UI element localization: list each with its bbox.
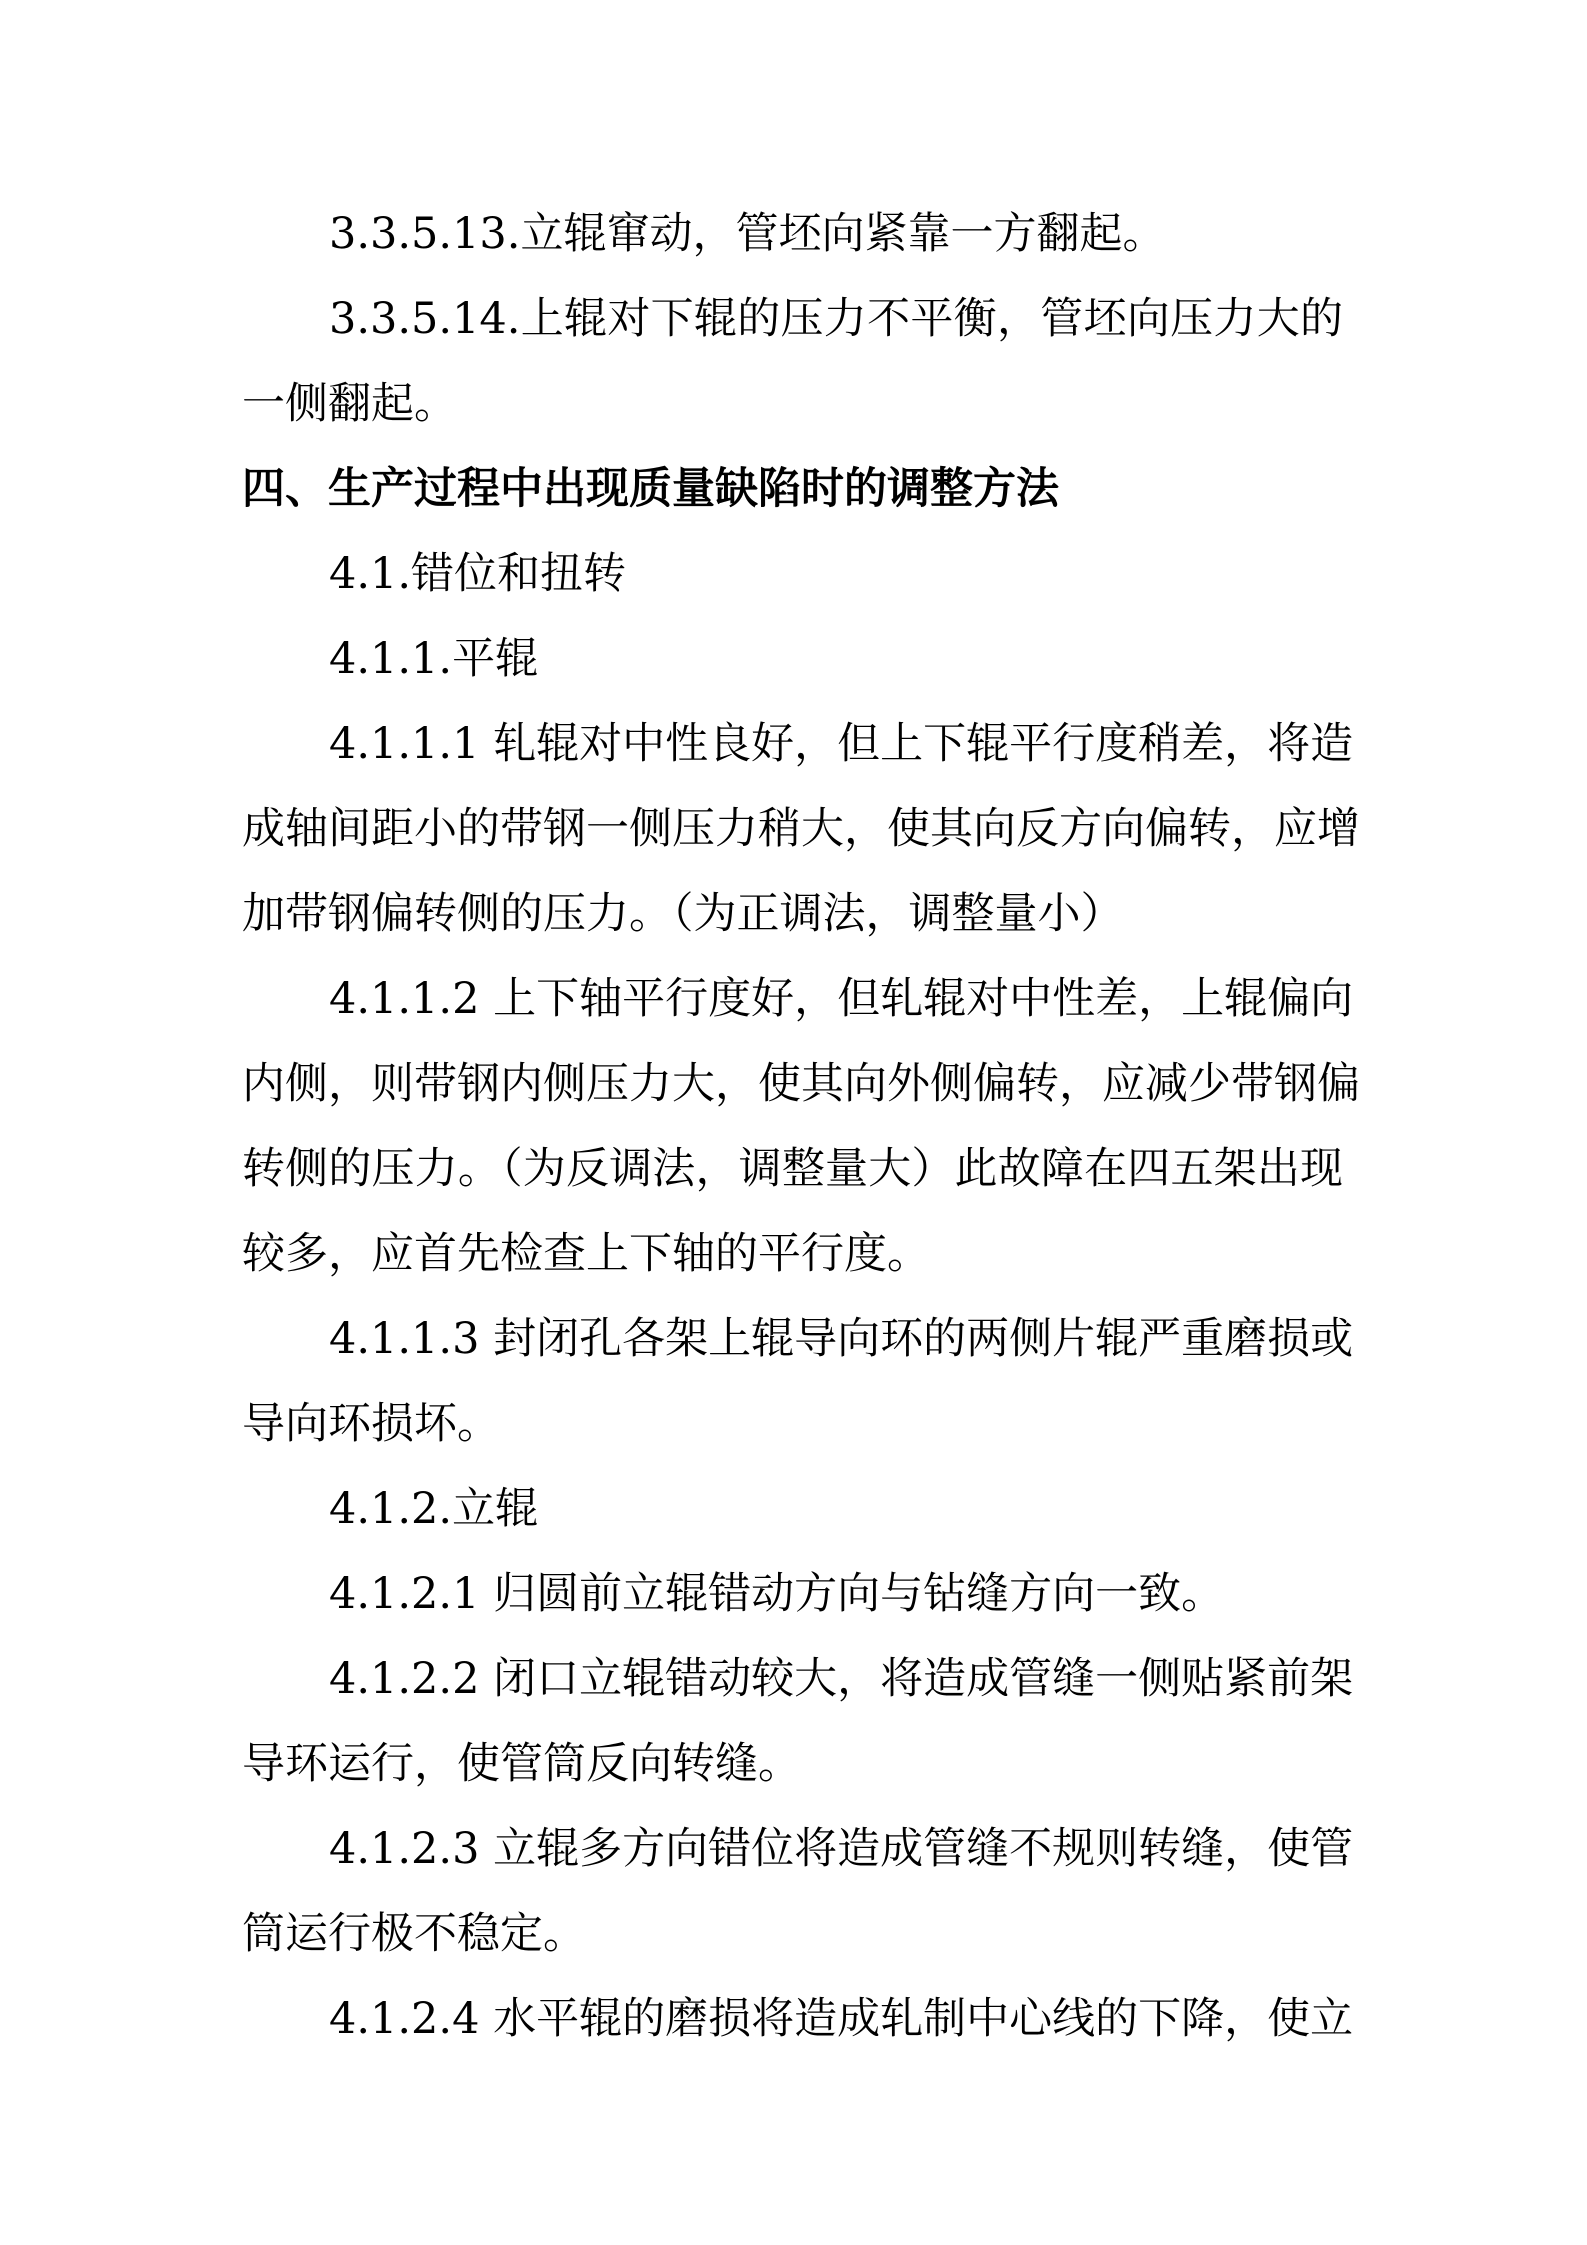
- text-line: 4.1.1.平辊: [329, 634, 539, 684]
- text-line: 4.1.1.3 封闭孔各架上辊导向环的两侧片辊严重磨损或: [329, 1314, 1354, 1364]
- text-line: 成轴间距小的带钢一侧压力稍大，使其向反方向偏转，应增: [242, 804, 1360, 854]
- text-line: 3.3.5.13.立辊窜动，管坯向紧靠一方翻起。: [329, 209, 1166, 259]
- text-line: 4.1.2.1 归圆前立辊错动方向与钻缝方向一致。: [329, 1569, 1225, 1619]
- text-line: 导环运行，使管筒反向转缝。: [242, 1739, 801, 1789]
- section-heading: 四、生产过程中出现质量缺陷时的调整方法: [242, 464, 1059, 514]
- text-line: 4.1.2.3 立辊多方向错位将造成管缝不规则转缝，使管: [329, 1824, 1354, 1874]
- text-line: 4.1.1.2 上下轴平行度好，但轧辊对中性差，上辊偏向: [329, 974, 1354, 1024]
- text-line: 加带钢偏转侧的压力。（为正调法，调整量小）: [242, 889, 1124, 939]
- text-line: 4.1.2.立辊: [329, 1484, 539, 1534]
- text-line: 内侧，则带钢内侧压力大，使其向外侧偏转，应减少带钢偏: [242, 1059, 1360, 1109]
- text-line: 转侧的压力。（为反调法，调整量大）此故障在四五架出现: [242, 1144, 1343, 1194]
- text-line: 4.1.2.2 闭口立辊错动较大，将造成管缝一侧贴紧前架: [329, 1654, 1354, 1704]
- text-line: 一侧翻起。: [242, 379, 457, 429]
- text-line: 4.1.错位和扭转: [329, 549, 627, 599]
- text-line: 4.1.1.1 轧辊对中性良好，但上下辊平行度稍差，将造: [329, 719, 1354, 769]
- text-line: 较多，应首先检查上下轴的平行度。: [242, 1229, 930, 1279]
- text-line: 导向环损坏。: [242, 1399, 500, 1449]
- text-line: 4.1.2.4 水平辊的磨损将造成轧制中心线的下降，使立: [329, 1994, 1354, 2044]
- text-line: 筒运行极不稳定。: [242, 1909, 586, 1959]
- text-line: 3.3.5.14.上辊对下辊的压力不平衡，管坯向压力大的: [329, 294, 1343, 344]
